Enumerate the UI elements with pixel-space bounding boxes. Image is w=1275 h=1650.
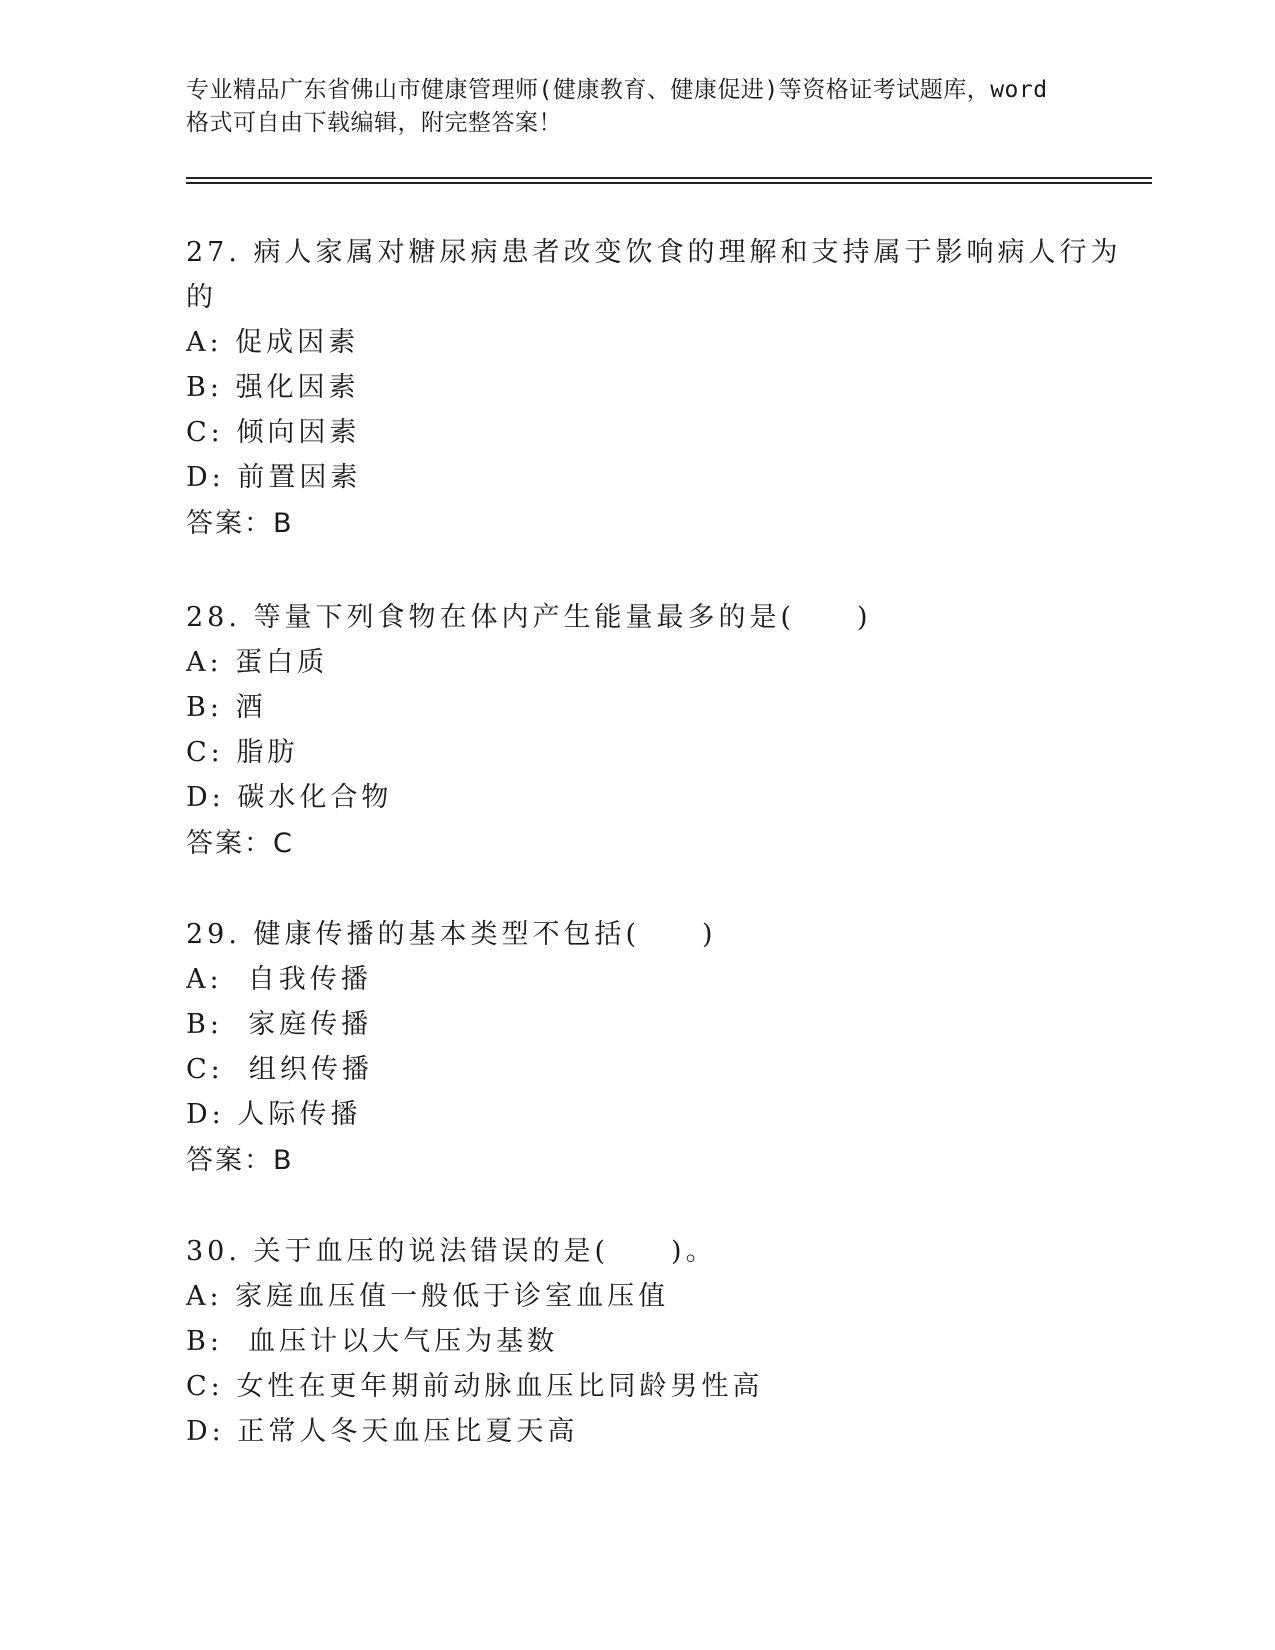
option-b: B: 家庭传播: [186, 1009, 373, 1040]
option-a: A: 自我传播: [186, 964, 372, 995]
option-a: A: 家庭血压值一般低于诊室血压值: [186, 1281, 670, 1312]
question-stem-continued: 的: [186, 282, 217, 313]
answer: 答案：B: [186, 1145, 294, 1176]
option-c: C: 组织传播: [186, 1054, 373, 1085]
option-b: B: 酒: [186, 692, 267, 723]
option-c: C: 女性在更年期前动脉血压比同龄男性高: [186, 1371, 764, 1402]
question-stem: 27. 病人家属对糖尿病患者改变饮食的理解和支持属于影响病人行为: [186, 237, 1122, 268]
header-line-2: 格式可自由下载编辑，附完整答案！: [186, 110, 562, 136]
option-d: D: 前置因素: [186, 462, 362, 493]
question-stem: 29. 健康传播的基本类型不包括( ): [186, 919, 717, 950]
option-a: A: 蛋白质: [186, 647, 329, 678]
option-d: D: 碳水化合物: [186, 782, 393, 813]
header-divider-top: [186, 177, 1152, 179]
option-c: C: 脂肪: [186, 737, 299, 768]
question-stem: 30. 关于血压的说法错误的是( )。: [186, 1236, 717, 1267]
option-b: B: 强化因素: [186, 372, 360, 403]
option-b: B: 血压计以大气压为基数: [186, 1326, 559, 1357]
header-line-1: 专业精品广东省佛山市健康管理师(健康教育、健康促进)等资格证考试题库，word: [186, 77, 1048, 103]
answer: 答案：C: [186, 828, 294, 859]
document-header: [186, 74, 1086, 140]
option-c: C: 倾向因素: [186, 417, 361, 448]
option-d: D: 正常人冬天血压比夏天高: [186, 1416, 579, 1447]
question-stem: 28. 等量下列食物在体内产生能量最多的是( ): [186, 602, 872, 633]
option-d: D: 人际传播: [186, 1099, 362, 1130]
answer: 答案：B: [186, 508, 294, 539]
option-a: A: 促成因素: [186, 327, 360, 358]
header-divider-bottom: [186, 182, 1152, 184]
